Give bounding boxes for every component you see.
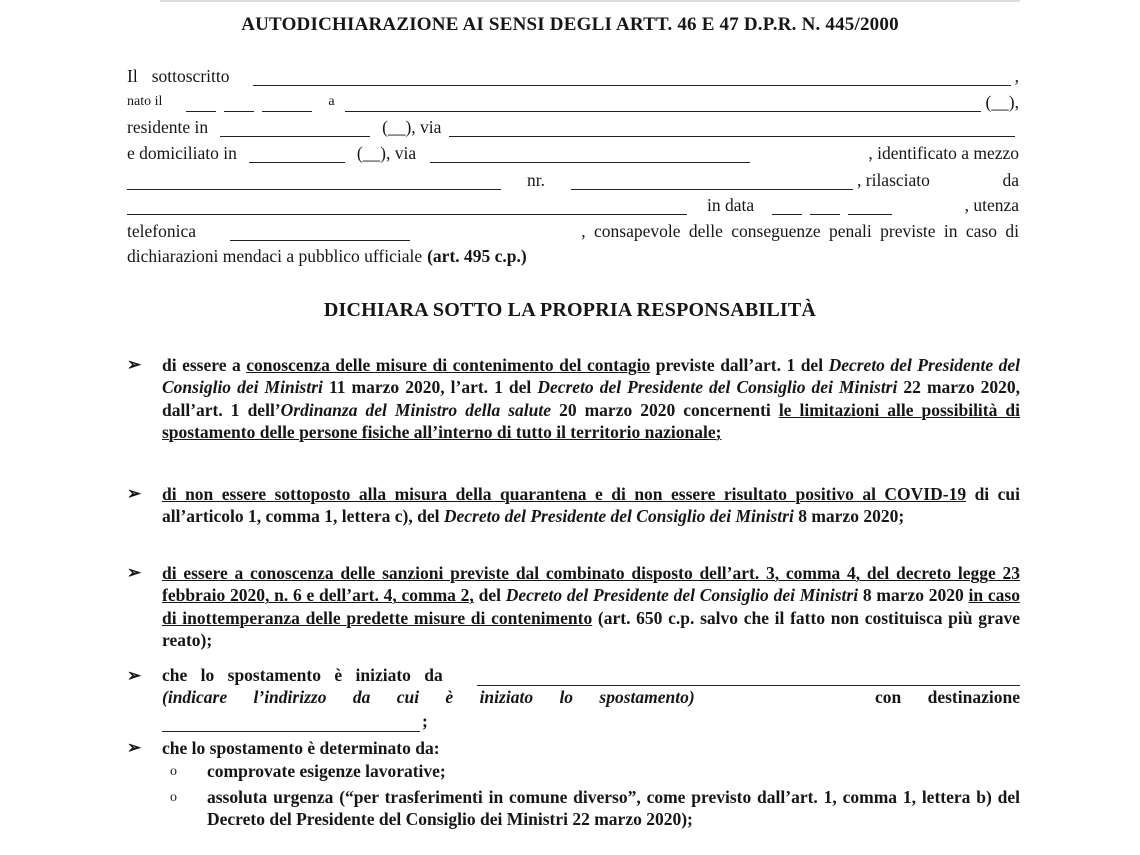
item1-text-e: 11 marzo 2020, l’art. 1 del <box>322 377 538 398</box>
item4-text-c: con destinazione <box>875 687 1020 707</box>
bullet-arrow-icon: ➢ <box>127 738 142 757</box>
item2-text-c: Decreto del Presidente del Consiglio dei Ministri <box>443 506 794 527</box>
field-birth-month[interactable] <box>224 97 254 112</box>
item3-text-b: del <box>473 585 506 606</box>
item1-text-f: Decreto del Presidente del Consiglio dei Ministri <box>537 377 898 398</box>
item3-text-f: (art. 650 c.p. salvo che il fatto non costituisca più grave reato); <box>162 607 1020 650</box>
item4-text-d: ; <box>422 710 428 731</box>
label-identificato: , identificato a mezzo <box>868 143 1019 163</box>
label-nr: nr. <box>527 170 545 190</box>
declaration-item-5: che lo spostamento è determinato da: <box>162 738 440 758</box>
field-birth-province[interactable]: (__), <box>985 92 1019 112</box>
field-documento[interactable] <box>127 175 501 190</box>
bullet-arrow-icon: ➢ <box>127 484 142 503</box>
item1-text-i: 20 marzo 2020 concernenti <box>551 399 779 420</box>
cropped-top-line <box>160 0 1020 6</box>
item3-text-e: in caso di inottemperanza delle predette misure di contenimento <box>162 585 1020 628</box>
label-residenza-prov-via: (__), via <box>382 117 442 137</box>
form-line-3 <box>127 117 1019 137</box>
label-telefonica: telefonica <box>127 221 196 241</box>
bullet-arrow-icon: ➢ <box>127 563 142 582</box>
label-domicilio-prov-via: (__), via <box>356 143 417 163</box>
form-line-6 <box>127 195 1019 215</box>
label-il: Il <box>127 66 138 86</box>
field-birth-place[interactable] <box>345 97 982 112</box>
form-line-7 <box>127 221 1019 241</box>
label-da: da <box>1002 170 1019 190</box>
declaration-item-2 <box>162 483 1020 528</box>
option-circle-icon[interactable]: o <box>170 790 177 805</box>
form-line-1 <box>127 66 1019 86</box>
item4-text-a: che lo spostamento è iniziato da <box>162 664 443 685</box>
label-rilasciato: , rilasciato <box>857 170 930 190</box>
label-a: a <box>328 94 335 109</box>
field-numero-documento[interactable] <box>571 175 853 190</box>
item4-text-b: (indicare l’indirizzo da cui è iniziato lo spostamento) <box>162 687 695 707</box>
declaration-item-4-line2 <box>162 686 1020 708</box>
field-birth-day[interactable] <box>186 97 216 112</box>
label-consapevole: , consapevole delle conseguenze penali previste in caso di <box>581 221 1019 241</box>
field-domicilio-comune[interactable] <box>249 148 345 163</box>
field-data-day[interactable] <box>772 200 802 215</box>
declaration-item-3 <box>162 562 1020 651</box>
label-utenza: , utenza <box>964 195 1019 215</box>
item2-text-a: di non essere sottoposto alla misura della quarantena e di non essere risultato positivo al COVID-19 <box>162 484 967 504</box>
item1-text-d: Decreto del Presidente del Consiglio dei Ministri <box>162 355 1020 398</box>
option-circle-icon[interactable]: o <box>170 764 177 779</box>
item2-text-b: di cui all’articolo 1, comma 1, lettera c), del <box>162 484 1020 527</box>
item2-text-d: 8 marzo 2020; <box>793 506 905 527</box>
item1-text-h: Ordinanza del Ministro della salute <box>280 399 552 420</box>
item1-text-g: 22 marzo 2020, dall’art. 1 dell’ <box>162 377 1021 420</box>
label-nato-il: nato il <box>127 94 163 109</box>
item3-text-a: di essere a conoscenza delle sanzioni previste dal combinato disposto dell’art. 3, comma 4, del decreto legge 23 febbraio 2020, n. 6 e dell’art. 4, comma 2, <box>162 563 1020 606</box>
item3-text-d: 8 marzo 2020 <box>858 585 969 606</box>
bullet-arrow-icon: ➢ <box>127 355 142 374</box>
field-birth-year[interactable] <box>262 97 312 112</box>
field-data-year[interactable] <box>848 200 892 215</box>
field-origine-spostamento[interactable] <box>477 671 1020 686</box>
label-sottoscritto: sottoscritto <box>151 66 230 86</box>
form-line-8 <box>127 246 1019 266</box>
field-sottoscritto[interactable] <box>253 71 1010 86</box>
item1-text-j: le limitazioni alle possibilità di spostamento delle persone fisiche all’interno di tutto il territorio nazionale; <box>162 399 1021 442</box>
field-data-month[interactable] <box>810 200 840 215</box>
punct: , <box>1014 66 1019 86</box>
field-telefono[interactable] <box>230 226 410 241</box>
label-in-data: in data <box>707 195 755 215</box>
form-line-4 <box>127 143 1019 163</box>
document-title: AUTODICHIARAZIONE AI SENSI DEGLI ARTT. 46 E 47 D.P.R. N. 445/2000 <box>241 14 899 35</box>
label-residente-in: residente in <box>127 117 209 137</box>
declaration-item-4-line3 <box>162 710 1020 732</box>
label-dichiarazioni: dichiarazioni mendaci a pubblico ufficiale <box>127 246 423 266</box>
field-residenza-comune[interactable] <box>220 122 370 137</box>
option-assoluta-urgenza: assoluta urgenza (“per trasferimenti in comune diverso”, come previsto dall’art. 1, comma 1, lettera b) del Decreto del Presidente del Consiglio dei Ministri 22 marzo 2020); <box>207 787 1020 830</box>
option-esigenze-lavorative: comprovate esigenze lavorative; <box>207 761 446 781</box>
field-residenza-via[interactable] <box>449 122 1015 137</box>
form-line-2 <box>127 92 1019 112</box>
field-rilasciato-da[interactable] <box>127 200 687 215</box>
item3-text-c: Decreto del Presidente del Consiglio dei Ministri <box>505 585 859 606</box>
form-line-5 <box>127 170 1019 190</box>
item1-text-c: previste dall’art. 1 del <box>650 355 829 375</box>
item1-text-b: conoscenza delle misure di contenimento del contagio <box>246 355 651 375</box>
section-heading: DICHIARA SOTTO LA PROPRIA RESPONSABILITÀ <box>323 299 817 321</box>
bullet-arrow-icon: ➢ <box>127 666 142 685</box>
item1-text-a: di essere a <box>162 355 247 375</box>
declaration-item-1 <box>162 354 1020 443</box>
label-art-495: (art. 495 c.p.) <box>427 246 527 266</box>
label-domiciliato-in: e domiciliato in <box>127 143 237 163</box>
field-domicilio-via[interactable] <box>430 148 750 163</box>
declaration-item-4-line1 <box>162 664 1020 686</box>
field-destinazione[interactable] <box>162 717 420 732</box>
